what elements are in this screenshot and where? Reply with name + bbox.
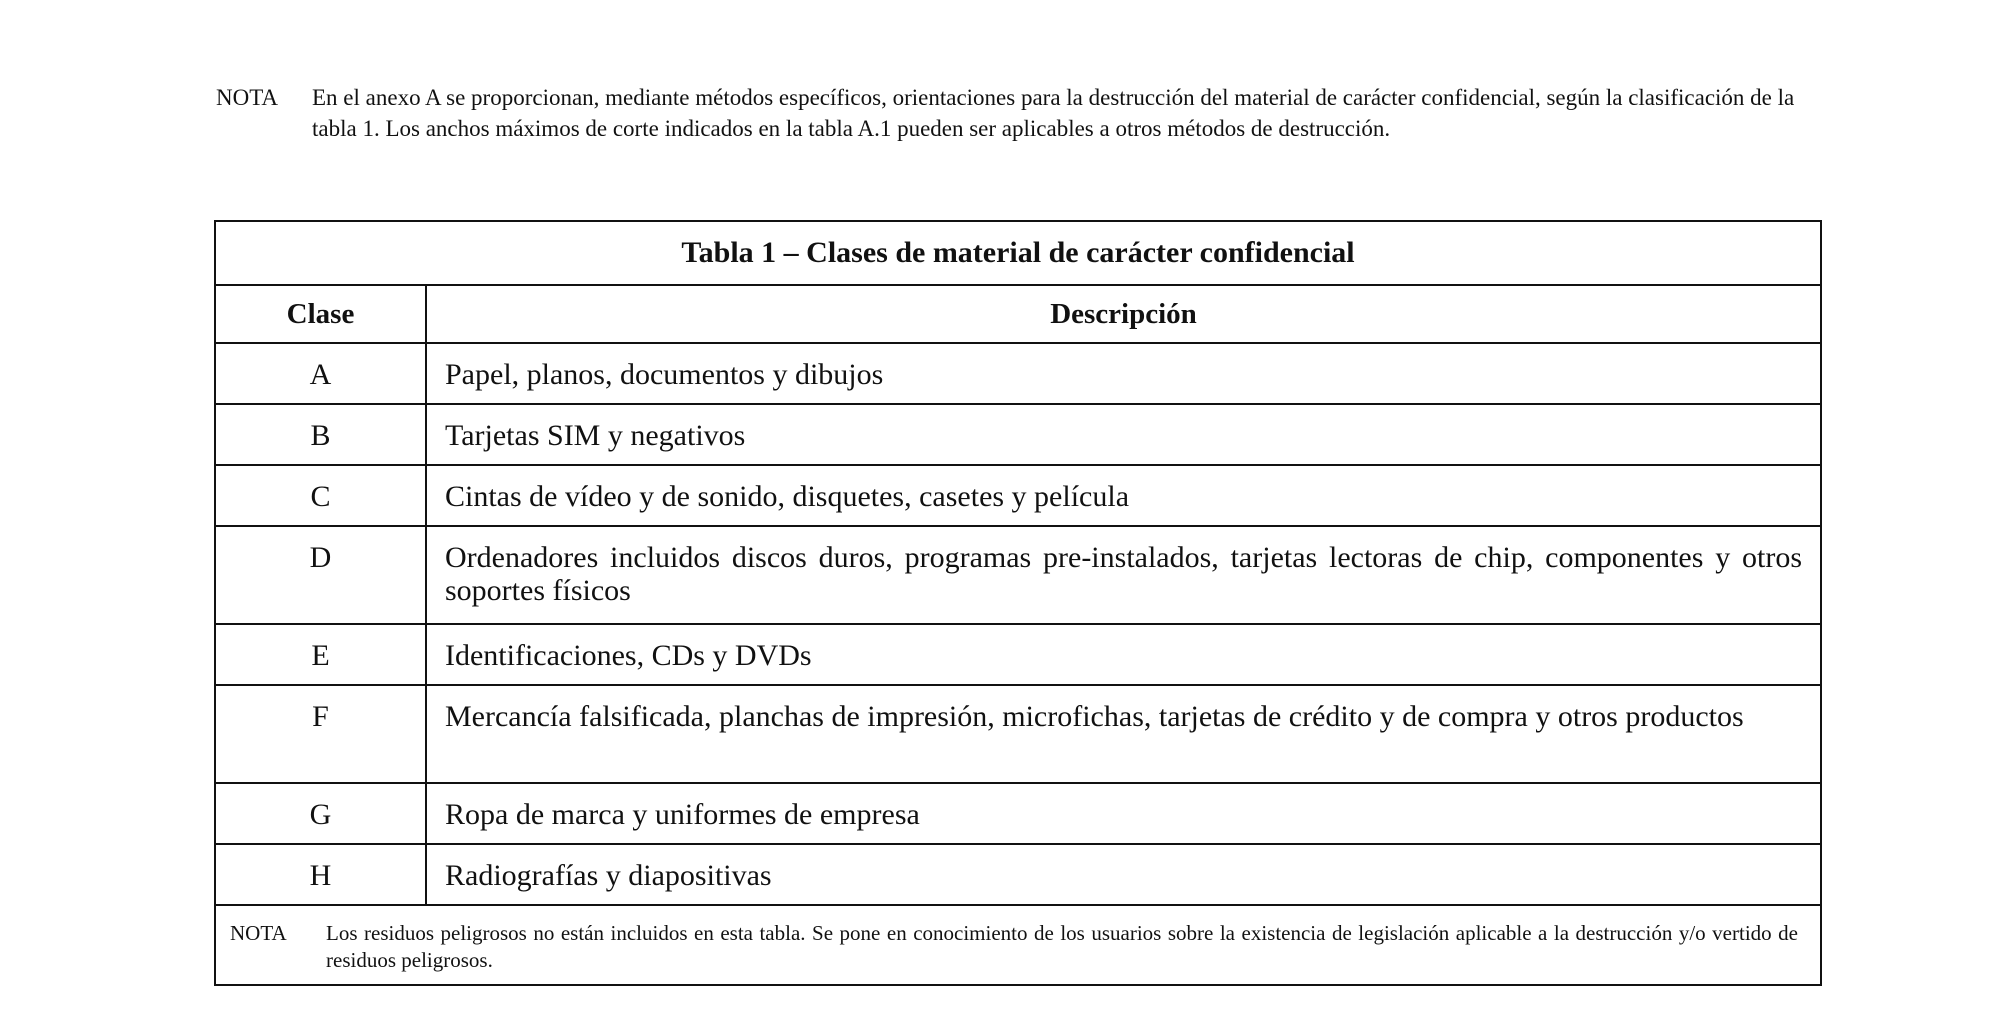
table-header-row <box>216 285 1820 343</box>
top-note-text: En el anexo A se proporcionan, mediante métodos específicos, orientaciones para la destrucción del material de carácter confidencial, según la clasificación de la tabla 1. Los anchos máximos de corte indicados en la tabla A.1 pueden ser aplicables a otros métodos de destrucción. <box>312 85 1795 141</box>
table-row <box>216 526 1820 624</box>
top-note <box>216 82 1836 144</box>
header-clase: Clase <box>216 285 426 343</box>
cell-clase: E <box>216 624 426 685</box>
cell-clase: D <box>216 526 426 624</box>
table-note-text: Los residuos peligrosos no están incluidos en esta tabla. Se pone en conocimiento de los usuarios sobre la existencia de legislación aplicable a la destrucción y/o vertido de residuos peligrosos. <box>326 921 1798 972</box>
cell-descripcion: Identificaciones, CDs y DVDs <box>426 624 1820 685</box>
cell-descripcion: Ordenadores incluidos discos duros, programas pre-instalados, tarjetas lectoras de chip, componentes y otros soportes físicos <box>426 526 1820 624</box>
table-row <box>216 783 1820 844</box>
top-note-label: NOTA <box>216 85 279 110</box>
table-note-label: NOTA <box>230 921 287 945</box>
header-descripcion: Descripción <box>426 285 1820 343</box>
table-row <box>216 685 1820 783</box>
cell-descripcion: Tarjetas SIM y negativos <box>426 404 1820 465</box>
table-row <box>216 844 1820 905</box>
cell-descripcion: Cintas de vídeo y de sonido, disquetes, casetes y película <box>426 465 1820 526</box>
cell-descripcion: Papel, planos, documentos y dibujos <box>426 343 1820 404</box>
table-caption: Tabla 1 – Clases de material de carácter confidencial <box>216 222 1820 285</box>
table-note <box>216 905 1820 984</box>
table-row <box>216 624 1820 685</box>
cell-clase: G <box>216 783 426 844</box>
cell-clase: C <box>216 465 426 526</box>
cell-clase: F <box>216 685 426 783</box>
cell-clase: A <box>216 343 426 404</box>
cell-descripcion: Radiografías y diapositivas <box>426 844 1820 905</box>
table-row <box>216 404 1820 465</box>
table-row <box>216 465 1820 526</box>
table-row <box>216 343 1820 404</box>
table-note-row <box>216 905 1820 984</box>
cell-clase: B <box>216 404 426 465</box>
classes-table <box>214 220 1822 986</box>
cell-clase: H <box>216 844 426 905</box>
cell-descripcion: Ropa de marca y uniformes de empresa <box>426 783 1820 844</box>
table-caption-row <box>216 222 1820 285</box>
cell-descripcion: Mercancía falsificada, planchas de impresión, microfichas, tarjetas de crédito y de compra y otros productos <box>426 685 1820 783</box>
